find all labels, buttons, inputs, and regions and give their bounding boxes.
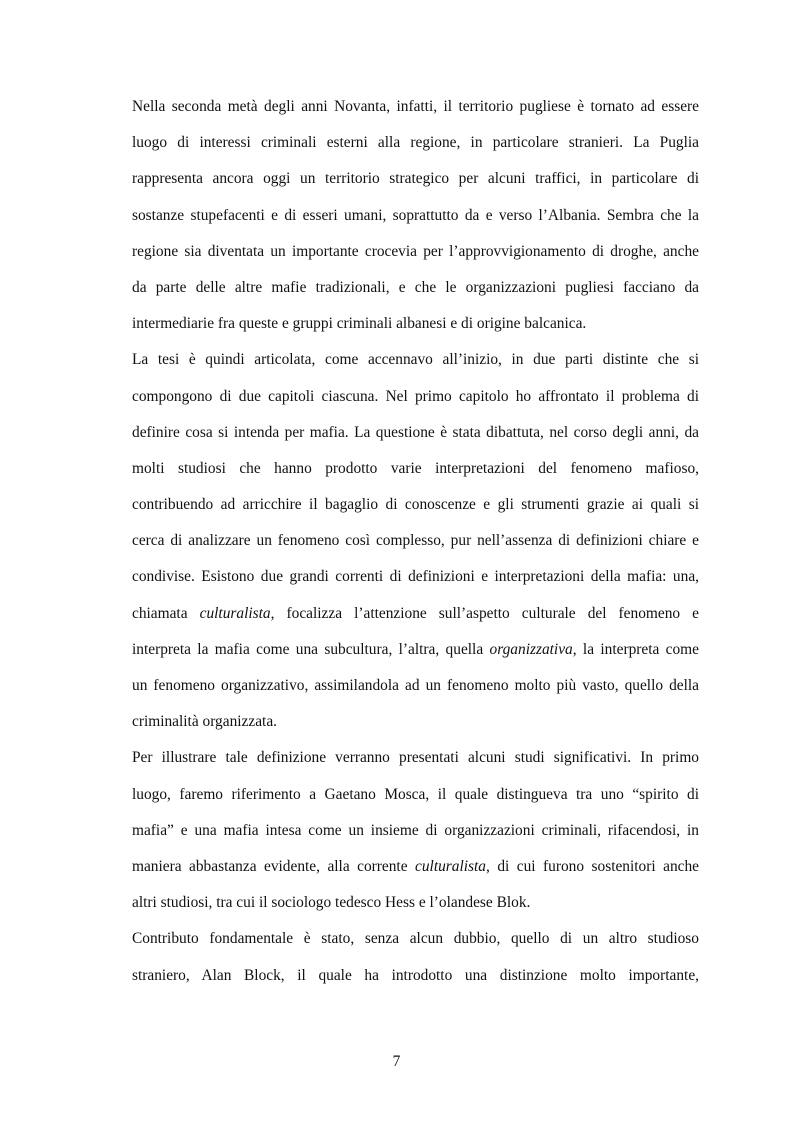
text-segment: straniero, Alan Block, il quale ha introdotto una distinzione molto importante, [132, 966, 699, 984]
text-line [132, 740, 699, 776]
text-line [132, 415, 699, 451]
text-line [132, 632, 699, 668]
text-line [132, 342, 699, 378]
text-segment: da parte delle altre mafie tradizionali, e che le organizzazioni pugliesi facciano da [132, 278, 699, 296]
text-line [132, 451, 699, 487]
paragraph [132, 89, 699, 342]
text-line [132, 777, 699, 813]
text-line [132, 958, 699, 994]
text-segment: criminalità organizzata. [132, 713, 278, 731]
text-line [132, 668, 699, 704]
text-segment: interpreta la mafia come una subcultura, l’altra, quella [132, 640, 490, 658]
text-segment: cerca di analizzare un fenomeno così complesso, pur nell’assenza di definizioni chiare e [132, 532, 699, 550]
text-line [132, 813, 699, 849]
italic-term: culturalista [199, 604, 271, 622]
text-segment: luogo, faremo riferimento a Gaetano Mosca, il quale distingueva tra uno “spirito di [132, 785, 699, 803]
text-segment: , la interpreta come [572, 640, 699, 658]
text-line [132, 523, 699, 559]
text-segment: rappresenta ancora oggi un territorio strategico per alcuni traffici, in particolare di [132, 170, 699, 188]
text-line [132, 849, 699, 885]
paragraph [132, 342, 699, 740]
text-segment: , di cui furono sostenitori anche [486, 857, 699, 875]
text-line [132, 161, 699, 197]
text-line [132, 559, 699, 595]
text-segment: contribuendo ad arricchire il bagaglio di conoscenze e gli strumenti grazie ai quali si [132, 496, 699, 514]
text-line [132, 379, 699, 415]
text-line [132, 234, 699, 270]
paragraph [132, 740, 699, 921]
text-segment: , focalizza l’attenzione sull’aspetto culturale del fenomeno e [270, 604, 699, 622]
text-line [132, 487, 699, 523]
text-segment: luogo di interessi criminali esterni alla regione, in particolare stranieri. La Puglia [132, 134, 699, 152]
paragraph [132, 921, 699, 993]
text-segment: un fenomeno organizzativo, assimilandola ad un fenomeno molto più vasto, quello della [132, 677, 699, 694]
text-segment: regione sia diventata un importante crocevia per l’approvvigionamento di droghe, anche [132, 242, 699, 260]
document-body [132, 89, 699, 994]
text-segment: Contributo fondamentale è stato, senza alcun dubbio, quello di un altro studioso [132, 930, 699, 948]
page-number: 7 [392, 1053, 401, 1070]
text-segment: compongono di due capitoli ciascuna. Nel primo capitolo ho affrontato il problema di [132, 387, 699, 405]
text-segment: intermediarie fra queste e gruppi criminali albanesi e di origine balcanica. [132, 315, 587, 333]
text-line [132, 198, 699, 234]
text-line [132, 885, 699, 921]
text-segment: altri studiosi, tra cui il sociologo tedesco Hess e l’olandese Blok. [132, 894, 531, 912]
text-segment: sostanze stupefacenti e di esseri umani, soprattutto da e verso l’Albania. Sembra che la [132, 206, 699, 224]
italic-term: organizzativa [489, 640, 573, 658]
text-segment: La tesi è quindi articolata, come accennavo all’inizio, in due parti distinte che si [132, 351, 699, 369]
text-line [132, 596, 699, 632]
text-line [132, 921, 699, 957]
text-segment: Per illustrare tale definizione verranno presentati alcuni studi significativi. In primo [132, 749, 699, 767]
text-line [132, 270, 699, 306]
text-segment: Nella seconda metà degli anni Novanta, infatti, il territorio pugliese è tornato ad essere [132, 98, 699, 115]
text-line [132, 704, 699, 740]
text-segment: mafia” e una mafia intesa come un insieme di organizzazioni criminali, rifacendosi, in [132, 821, 699, 839]
text-line [132, 125, 699, 161]
text-segment: chiamata [132, 604, 200, 622]
text-segment: definire cosa si intenda per mafia. La questione è stata dibattuta, nel corso degli anni, da [132, 423, 699, 441]
text-line [132, 306, 699, 342]
text-segment: molti studiosi che hanno prodotto varie interpretazioni del fenomeno mafioso, [132, 459, 699, 477]
text-segment: maniera abbastanza evidente, alla corrente [132, 857, 416, 875]
italic-term: culturalista [415, 857, 486, 875]
text-line [132, 89, 699, 125]
text-segment: condivise. Esistono due grandi correnti di definizioni e interpretazioni della mafia: una, [132, 568, 699, 586]
